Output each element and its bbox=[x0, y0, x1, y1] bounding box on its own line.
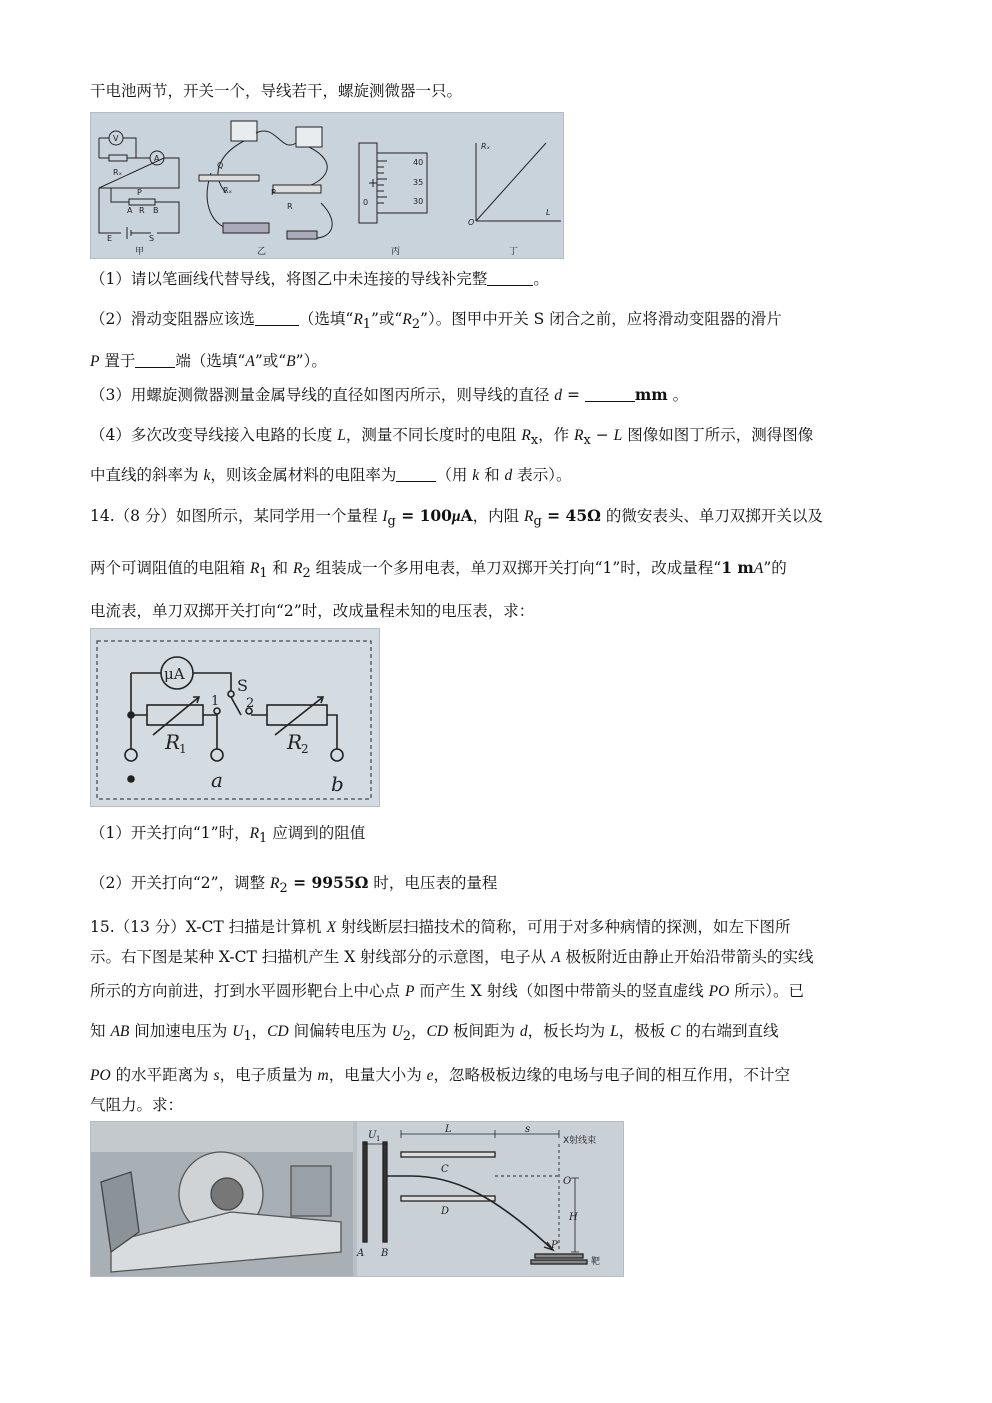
electron-deflection-schematic bbox=[356, 1122, 623, 1276]
end-b-label: B bbox=[153, 206, 159, 215]
terminal-b-label: b bbox=[331, 772, 344, 796]
q14-line3: 电流表，单刀双掷开关打向“2”时，改成量程未知的电压表，求： bbox=[90, 602, 535, 620]
plate-c-label: C bbox=[441, 1164, 449, 1175]
caption-yi: 乙 bbox=[257, 247, 267, 257]
length-l-label: L bbox=[445, 1124, 452, 1135]
figure-ct-scanner bbox=[90, 1121, 624, 1277]
micrometer-zero: 0 bbox=[363, 198, 369, 207]
caption-bing: 丙 bbox=[391, 247, 401, 257]
r1-label: R bbox=[165, 730, 181, 754]
q13-part4-cont: 中直线的斜率为 k，则该金属材料的电阻率为 （用 k 和 d 表示）。 bbox=[90, 466, 572, 484]
graph-x-label: L bbox=[546, 208, 551, 217]
q14-line2: 两个可调阻值的电阻箱 $R_1$ 和 $R_2$ 组装成一个多用电表，单刀双掷开关打向“1”时，改成量程“1 mA”的 bbox=[90, 558, 787, 582]
point-p-label: P bbox=[551, 1240, 558, 1251]
switch-s-label: S bbox=[149, 234, 155, 243]
graph-ding bbox=[468, 142, 561, 257]
q13-part3: （3）用螺旋测微器测量金属导线的直径如图丙所示，则导线的直径 d = mm 。 bbox=[90, 385, 689, 404]
q15-line3: 所示的方向前进，打到水平圆形靶台上中心点 P 而产生 X 射线（如图中带箭头的竖直虚线 PO 所示）。已 bbox=[90, 982, 805, 1000]
plate-a-label: A bbox=[357, 1248, 365, 1259]
voltmeter-label: V bbox=[113, 134, 119, 143]
graph-y-label: Rₓ bbox=[481, 142, 491, 151]
caption-ding: 丁 bbox=[509, 247, 519, 257]
q15-line6: 气阻力。求： bbox=[90, 1096, 184, 1114]
caption-jia: 甲 bbox=[135, 247, 145, 257]
terminal-a-label: a bbox=[211, 768, 223, 792]
height-h-label: H bbox=[569, 1212, 578, 1223]
ammeter-label: A bbox=[154, 154, 160, 163]
u1-label: U bbox=[368, 1130, 377, 1141]
wire-rx-label: Rₓ bbox=[223, 186, 233, 195]
figure-multimeter-circuit bbox=[90, 628, 380, 807]
distance-s-label: s bbox=[525, 1124, 531, 1135]
circuit-diagram-jia bbox=[99, 131, 179, 257]
rheostat-p-label: P bbox=[271, 188, 276, 197]
q13-part2-cont: P 置于 端（选填“A”或“B”）。 bbox=[90, 352, 327, 370]
switch-contact-2: 2 bbox=[246, 696, 255, 711]
rheostat-r-label: R bbox=[139, 206, 145, 215]
rx-label: Rₓ bbox=[113, 168, 123, 177]
end-a-label: A bbox=[127, 206, 133, 215]
answer-blank-5[interactable] bbox=[396, 467, 436, 482]
q14-sub2: （2）开关打向“2”，调整 $R_2 = 9955\Omega$ 时，电压表的量程 bbox=[90, 873, 498, 897]
plate-d-label: D bbox=[441, 1206, 450, 1217]
answer-blank-2[interactable] bbox=[255, 311, 299, 326]
micrometer-mark-30: 30 bbox=[413, 197, 424, 206]
q14-sub1: （1）开关打向“1”时，$R_1$ 应调到的阻值 bbox=[90, 824, 366, 847]
micrometer-bing bbox=[359, 143, 427, 257]
svg-text:2: 2 bbox=[301, 742, 309, 756]
svg-text:1: 1 bbox=[179, 742, 187, 756]
micrometer-mark-35: 35 bbox=[413, 178, 424, 187]
q15-line2: 示。右下图是某种 X-CT 扫描机产生 X 射线部分的示意图，电子从 A 极板附近由静止开始沿带箭头的实线 bbox=[90, 948, 814, 966]
physical-circuit-yi bbox=[199, 121, 332, 257]
q15-line4: 知 AB 间加速电压为 $U_1$，CD 间偏转电压为 $U_2$，CD 板间距为 d，板长均为 L，极板 C 的右端到直线 bbox=[90, 1022, 779, 1045]
xray-beam-label: X射线束 bbox=[563, 1136, 597, 1146]
q15-line5: PO 的水平距离为 s，电子质量为 m，电量大小为 e，忽略极板边缘的电场与电子间的相互作用，不计空 bbox=[90, 1066, 791, 1084]
figure-circuit-micrometer-graph bbox=[90, 112, 564, 259]
svg-text:1: 1 bbox=[376, 1135, 381, 1143]
q13-part1: （1）请以笔画线代替导线，将图乙中未连接的导线补完整 。 bbox=[90, 270, 549, 288]
plate-b-label: B bbox=[381, 1248, 389, 1259]
switch-contact-1: 1 bbox=[211, 694, 220, 709]
answer-blank-1[interactable] bbox=[487, 271, 533, 286]
answer-blank-4[interactable] bbox=[585, 387, 635, 402]
slider-p-label: P bbox=[137, 188, 142, 197]
r2-label: R bbox=[287, 730, 303, 754]
point-o-label: O bbox=[563, 1176, 572, 1187]
q15-line1: 15.（13 分）X-CT 扫描是计算机 X 射线断层扫描技术的简称，可用于对多种病情的探测，如左下图所 bbox=[90, 918, 791, 936]
q13-part4: （4）多次改变导线接入电路的长度 L，测量不同长度时的电阻 $R_x$，作 $R_x - L$ 图像如图丁所示，测得图像 bbox=[90, 426, 814, 449]
ct-machine-photo bbox=[91, 1122, 353, 1276]
micrometer-mark-40: 40 bbox=[413, 158, 424, 167]
microammeter-label: μA bbox=[164, 665, 185, 683]
switch-s-label: S bbox=[237, 676, 248, 695]
target-label: 靶 bbox=[591, 1257, 601, 1267]
equipment-text: 干电池两节，开关一个，导线若干，螺旋测微器一只。 bbox=[90, 82, 463, 100]
clip-q-label: Q bbox=[217, 161, 224, 170]
graph-origin: O bbox=[468, 218, 475, 227]
answer-blank-3[interactable] bbox=[135, 353, 175, 368]
battery-e-label: E bbox=[107, 234, 113, 243]
q13-part2: （2）滑动变阻器应该选 （选填“$R_1$”或“$R_2$”）。图甲中开关 S 闭合之前，应将滑动变阻器的滑片 bbox=[90, 310, 782, 333]
rheostat-label: R bbox=[287, 202, 293, 211]
q14-line1: 14.（8 分）如图所示，某同学用一个量程 $I_g = 100\mu A$，内阻 $R_g = 45\Omega$ 的微安表头、单刀双掷开关以及 bbox=[90, 506, 823, 530]
